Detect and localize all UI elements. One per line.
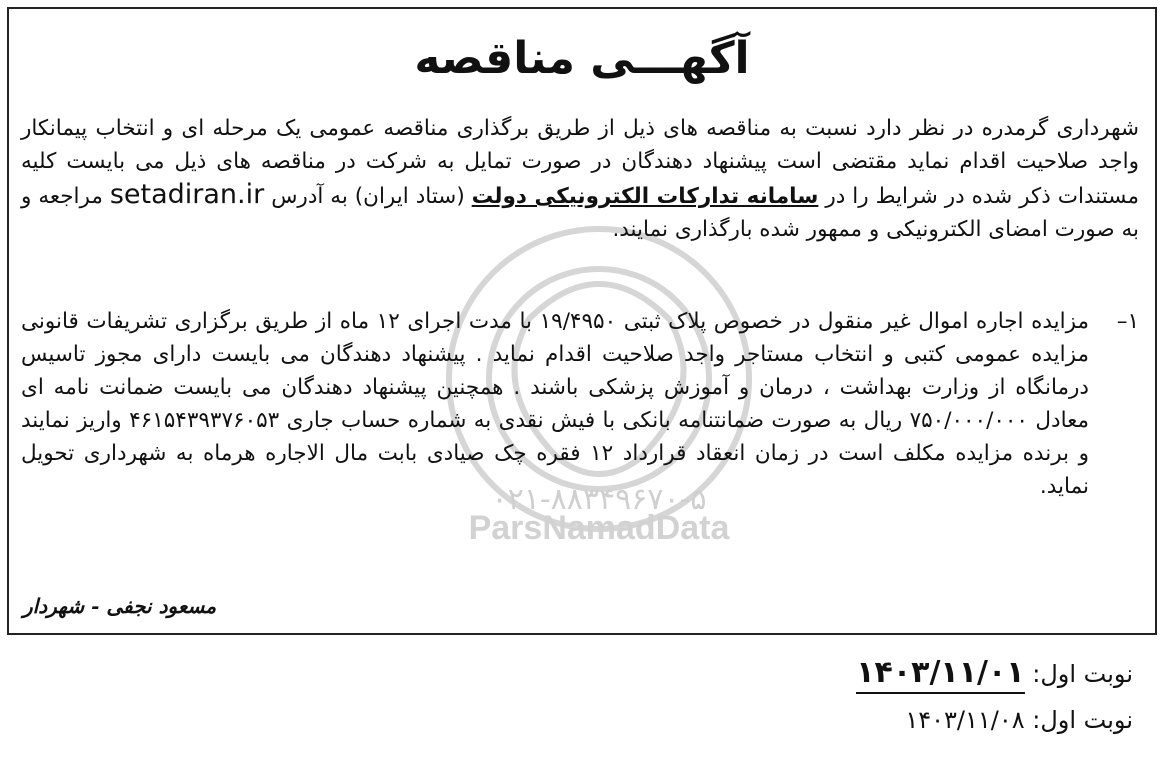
watermark-phone: ۰۲۱-۸۸۳۴۹۶۷۰-۵ xyxy=(491,482,707,517)
item-text: مزایده اجاره اموال غیر منقول در خصوص پلاک ثبتی ۱۹/۴۹۵۰ با مدت اجرای ۱۲ ماه از طریق برگزاری تشریفات قانونی مزایده عمومی کتبی و انتخاب مستاجر واجد صلاحیت اقدام نماید . پیشنهاد دهندگان می بایست دارای مجوز تاسیس درمانگاه از وزارت بهداشت ، درمان و آموزش پزشکی باشند . همچنین پیشنهاد دهندگان می بایست ضمانت نامه ای معادل ۷۵۰/۰۰۰/۰۰۰ ریال به صورت ضمانتنامه بانکی با فیش نقدی به شماره حساب جاری ۴۶۱۵۴۳۹۳۷۶۰۵۳ واریز نمایند و برنده مزایده مکلف است در زمان انعقاد قرارداد ۱۲ فقره چک صیادی بابت مال الاجاره هرماه به شهرداری تحویل نماید. xyxy=(21,309,1090,499)
website-link[interactable]: setadiran.ir xyxy=(109,179,265,210)
second-round-label: نوبت اول: xyxy=(1032,706,1133,734)
intro-text-start: شهرداری گرمدره در نظر دارد نسبت به مناقصه های ذیل از طریق برگذاری مناقصه عمومی یک مرحله ای و انتخاب پیمانکار واجد صلاحیت اقدام نماید مقتضی است پیشنهاد دهندگان در صورت تمایل به شرکت در مناقصه های ذیل می بایست کلیه مستندات ذکر شده در شرایط را در xyxy=(21,116,1139,209)
tender-notice-box xyxy=(7,7,1157,635)
mayor-signature: مسعود نجفی - شهردار xyxy=(23,594,217,618)
first-round-line xyxy=(856,655,1133,690)
intro-paragraph xyxy=(21,112,1139,246)
first-round-date: ۱۴۰۳/۱۱/۰۱ xyxy=(856,655,1024,694)
item-number: ۱– xyxy=(1116,309,1139,334)
first-round-label: نوبت اول: xyxy=(1032,660,1133,688)
notice-title: آگهـــی مناقصه xyxy=(414,33,750,84)
system-name: سامانه تدارکات الکترونیکی دولت xyxy=(471,184,819,209)
tender-item-1 xyxy=(21,305,1139,503)
intro-text-middle: (ستاد ایران) به آدرس xyxy=(271,184,465,209)
intro-text-end: مراجعه و به صورت امضای الکترونیکی و ممهور شده بارگذاری نمایند. xyxy=(21,184,1139,242)
second-round-line xyxy=(905,706,1133,734)
watermark-brand: ParsNamadData xyxy=(468,509,730,547)
second-round-date: ۱۴۰۳/۱۱/۰۸ xyxy=(905,706,1025,734)
